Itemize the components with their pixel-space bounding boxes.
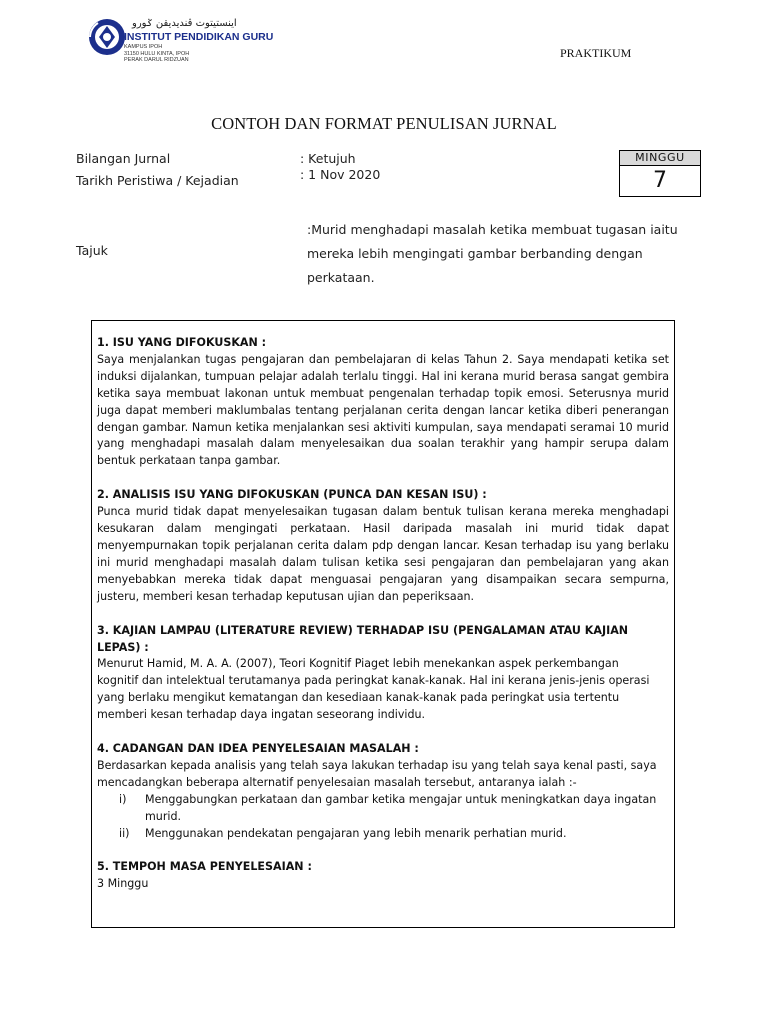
section-cadangan [97,741,669,842]
ipg-emblem-icon [88,18,126,56]
section-heading: 5. TEMPOH MASA PENYELESAIAN : [97,860,312,874]
section-body-line: Berdasarkan kepada analisis yang telah saya lakukan terhadap isu yang telah saya kenal pasti, saya [97,758,657,772]
cadangan-list [97,792,669,843]
bilangan-label: Bilangan Jurnal [76,151,171,166]
logo-address-line: PERAK DARUL RIDZUAN [124,57,189,63]
section-heading: 2. ANALISIS ISU YANG DIFOKUSKAN (PUNCA DAN KESAN ISU) : [97,488,487,502]
bilangan-value: : Ketujuh [300,151,356,166]
section-body-line: kognitif dan intelektual terutamanya pada peringkat kanak-kanak. Hal ini kerana jenis-jenis operasi [97,674,650,688]
logo-address [124,44,189,64]
logo-address-line: KAMPUS IPOH [124,44,163,50]
section-isu [97,335,669,470]
logo-jawi-text: اينستيتوت ڤنديديقن ݢورو [132,18,237,29]
section-body-line: mencadangkan beberapa alternatif penyelesaian masalah tersebut, antaranya ialah :- [97,775,577,789]
minggu-box [619,150,701,197]
tarikh-label: Tarikh Peristiwa / Kejadian [76,173,239,188]
tajuk-label: Tajuk [76,243,108,258]
section-analisis [97,487,669,605]
journal-content-box [91,320,675,928]
document-title: CONTOH DAN FORMAT PENULISAN JURNAL [211,114,557,133]
logo-institute-name: INSTITUT PENDIDIKAN GURU [124,31,274,43]
institute-logo [88,18,288,74]
section-body: 3 Minggu [97,877,149,891]
section-body-line: memberi kesan terhadap daya ingatan seseorang individu. [97,708,426,722]
list-item [97,826,669,843]
section-tempoh [97,859,669,893]
tajuk-value: :Murid menghadapi masalah ketika membuat tugasan iaitu mereka lebih mengingati gambar berbanding dengan perkataan. [307,222,678,285]
minggu-label: MINGGU [620,151,700,166]
logo-address-line: 31150 HULU KINTA, IPOH [124,50,190,57]
section-body-line: Menurut Hamid, M. A. A. (2007), Teori Kognitif Piaget lebih menekankan aspek perkembangan [97,657,619,671]
section-kajian-lampau [97,623,669,724]
minggu-value: 7 [653,168,667,193]
section-heading: 3. KAJIAN LAMPAU (LITERATURE REVIEW) TERHADAP ISU (PENGALAMAN ATAU KAJIAN LEPAS) : [97,623,629,654]
section-heading: 1. ISU YANG DIFOKUSKAN : [97,336,267,349]
list-item-text: Menggabungkan perkataan dan gambar ketika mengajar untuk meningkatkan daya ingatan murid. [145,792,657,823]
list-item-text: Menggunakan pendekatan pengajaran yang lebih menarik perhatian murid. [145,826,567,840]
section-body: Punca murid tidak dapat menyelesaikan tugasan dalam bentuk tulisan kerana mereka menghadapi kesukaran dalam mengingati perkataan. Hasil daripada masalah ini murid tidak dapat menyempurnakan topik perjalanan cerita dalam pdp dengan lancar. Kesan terhadap isu yang berlaku ini murid menghadapi masalah dalam tulisan ketika sesi pengajaran dan pembelajaran yang akan menyebabkan mereka tidak dapat menguasai pengajaran yang disampaikan secara sempurna, justeru, memberi kesan terhadap keputusan ujian dan peperiksaan. [97,505,669,603]
tarikh-value: : 1 Nov 2020 [300,167,381,182]
list-item [97,792,669,826]
section-body-line: yang berlaku mengikut kematangan dan kesediaan kanak-kanak pada peringkat usia tertentu [97,691,620,705]
section-body: Saya menjalankan tugas pengajaran dan pembelajaran di kelas Tahun 2. Saya mendapati ketika set induksi dijalankan, tumpuan pelajar adalah terlalu tinggi. Hal ini kerana murid berasa sangat gembira ketika saya membuat lakonan untuk membuat pengenalan terhadap topik emosi. Seterusnya murid juga dapat memberi maklumbalas tentang perjalanan cerita dengan lancar ketika diberi penerangan dengan gambar. Namun ketika menjalankan sesi aktiviti kumpulan, saya mendapati seramai 10 murid yang menghadapi masalah dalam menyelesaikan dua soalan terakhir yang hampir serupa dalam bentuk perkataan tanpa gambar. [97,352,669,468]
praktikum-label: PRAKTIKUM [560,46,632,60]
list-item-number: i) [119,792,127,806]
section-heading: 4. CADANGAN DAN IDEA PENYELESAIAN MASALAH : [97,742,419,756]
list-item-number: ii) [119,826,130,840]
